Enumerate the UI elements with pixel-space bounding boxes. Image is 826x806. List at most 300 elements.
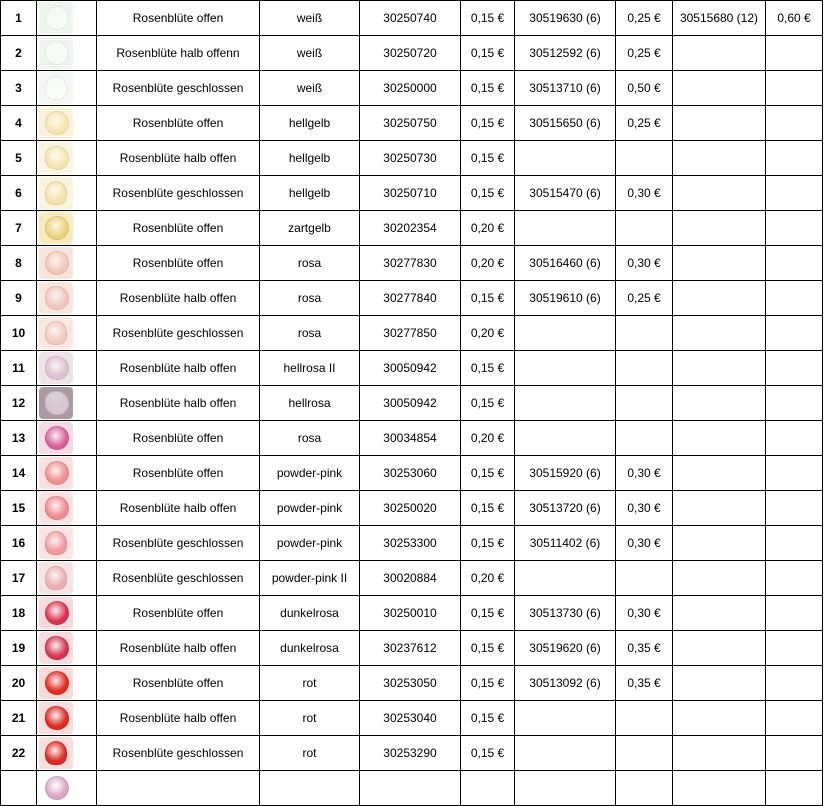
product-color bbox=[260, 631, 360, 666]
rose-icon bbox=[45, 321, 67, 345]
row-number bbox=[1, 456, 37, 491]
big-pack-article-number bbox=[673, 596, 766, 631]
rose-icon bbox=[45, 76, 67, 100]
big-pack-article-number bbox=[673, 106, 766, 141]
row-number bbox=[1, 771, 37, 806]
pack-article-number-text: 30516460 (6) bbox=[529, 256, 601, 270]
unit-price bbox=[461, 666, 515, 701]
rose-thumbnail bbox=[37, 36, 97, 71]
article-number bbox=[360, 561, 461, 596]
article-number bbox=[360, 106, 461, 141]
product-color-text: rot bbox=[302, 676, 317, 690]
pack-article-number bbox=[515, 246, 616, 281]
row-number bbox=[1, 631, 37, 666]
article-number bbox=[360, 141, 461, 176]
table-row bbox=[1, 421, 823, 456]
big-pack-article-number bbox=[673, 246, 766, 281]
row-number bbox=[1, 246, 37, 281]
rose-image bbox=[39, 282, 73, 314]
product-color bbox=[260, 701, 360, 736]
pack-price-text: 0,30 € bbox=[627, 186, 661, 200]
pack-article-number bbox=[515, 666, 616, 701]
product-color-text: weiß bbox=[296, 81, 323, 95]
product-color bbox=[260, 1, 360, 36]
product-name bbox=[97, 456, 260, 491]
row-number bbox=[1, 561, 37, 596]
article-number-text: 30237612 bbox=[383, 641, 437, 655]
row-number bbox=[1, 351, 37, 386]
table-row bbox=[1, 106, 823, 141]
product-name bbox=[97, 666, 260, 701]
product-color bbox=[260, 36, 360, 71]
rose-icon bbox=[45, 566, 67, 590]
pack-article-number bbox=[515, 36, 616, 71]
pack-article-number bbox=[515, 211, 616, 246]
pack-price bbox=[616, 281, 673, 316]
row-number-text: 14 bbox=[11, 466, 26, 480]
unit-price-text: 0,15 € bbox=[470, 46, 505, 60]
table-row bbox=[1, 176, 823, 211]
product-name-text: Rosenblüte halb offen bbox=[119, 151, 237, 165]
big-pack-article-number bbox=[673, 456, 766, 491]
table-row bbox=[1, 1, 823, 36]
product-color-text: powder-pink bbox=[276, 501, 343, 515]
article-number-text: 30253060 bbox=[383, 466, 437, 480]
article-number bbox=[360, 386, 461, 421]
rose-image bbox=[39, 142, 73, 174]
article-number bbox=[360, 631, 461, 666]
pack-article-number bbox=[515, 176, 616, 211]
article-number-text: 30253300 bbox=[383, 536, 437, 550]
rose-image bbox=[39, 457, 73, 489]
rose-image bbox=[39, 37, 73, 69]
rose-thumbnail bbox=[37, 141, 97, 176]
row-number bbox=[1, 1, 37, 36]
unit-price-text: 0,15 € bbox=[470, 151, 505, 165]
product-name-text: Rosenblüte offen bbox=[132, 116, 224, 130]
table-row bbox=[1, 71, 823, 106]
big-pack-price-text: 0,60 € bbox=[777, 11, 811, 25]
pack-price bbox=[616, 771, 673, 806]
table-row bbox=[1, 771, 823, 806]
rose-thumbnail bbox=[37, 176, 97, 211]
row-number bbox=[1, 736, 37, 771]
rose-icon bbox=[45, 741, 67, 765]
unit-price bbox=[461, 386, 515, 421]
table-row bbox=[1, 631, 823, 666]
unit-price-text: 0,15 € bbox=[470, 186, 505, 200]
product-color bbox=[260, 246, 360, 281]
article-number bbox=[360, 421, 461, 456]
rose-thumbnail bbox=[37, 316, 97, 351]
row-number bbox=[1, 176, 37, 211]
pack-article-number bbox=[515, 351, 616, 386]
rose-image bbox=[39, 562, 73, 594]
pack-article-number bbox=[515, 141, 616, 176]
rose-icon bbox=[45, 601, 69, 625]
rose-icon bbox=[45, 6, 69, 30]
pack-article-number-text: 30513720 (6) bbox=[529, 501, 601, 515]
unit-price bbox=[461, 631, 515, 666]
product-name bbox=[97, 491, 260, 526]
row-number-text: 10 bbox=[11, 326, 26, 340]
big-pack-article-number bbox=[673, 316, 766, 351]
product-name-text: Rosenblüte geschlossen bbox=[112, 536, 244, 550]
product-color-text: dunkelrosa bbox=[280, 606, 339, 620]
big-pack-article-number bbox=[673, 211, 766, 246]
product-color bbox=[260, 71, 360, 106]
big-pack-price bbox=[766, 211, 823, 246]
big-pack-price bbox=[766, 106, 823, 141]
pack-article-number bbox=[515, 701, 616, 736]
rose-thumbnail bbox=[37, 701, 97, 736]
rose-icon bbox=[45, 531, 67, 555]
row-number-text: 22 bbox=[11, 746, 26, 760]
row-number-text: 18 bbox=[11, 606, 26, 620]
product-name-text: Rosenblüte geschlossen bbox=[112, 326, 244, 340]
pack-article-number bbox=[515, 596, 616, 631]
row-number bbox=[1, 36, 37, 71]
row-number-text: 15 bbox=[11, 501, 26, 515]
product-name-text: Rosenblüte halb offenn bbox=[116, 46, 240, 60]
article-number-text: 30277840 bbox=[383, 291, 437, 305]
product-name-text: Rosenblüte geschlossen bbox=[112, 746, 244, 760]
rose-thumbnail bbox=[37, 351, 97, 386]
unit-price-text: 0,20 € bbox=[470, 431, 505, 445]
big-pack-price bbox=[766, 596, 823, 631]
pack-price bbox=[616, 71, 673, 106]
product-color-text: hellrosa II bbox=[283, 361, 336, 375]
table-row bbox=[1, 316, 823, 351]
product-name bbox=[97, 176, 260, 211]
article-number bbox=[360, 211, 461, 246]
product-name-text: Rosenblüte offen bbox=[132, 606, 224, 620]
pack-price-text: 0,50 € bbox=[627, 81, 661, 95]
article-number-text: 30253040 bbox=[383, 711, 437, 725]
article-number-text: 30250020 bbox=[383, 501, 437, 515]
pack-article-number-text: 30512592 (6) bbox=[529, 46, 601, 60]
rose-thumbnail bbox=[37, 771, 97, 806]
row-number-text: 13 bbox=[11, 431, 26, 445]
big-pack-price bbox=[766, 386, 823, 421]
product-name bbox=[97, 246, 260, 281]
big-pack-article-number bbox=[673, 526, 766, 561]
pack-price bbox=[616, 701, 673, 736]
rose-thumbnail bbox=[37, 491, 97, 526]
article-number bbox=[360, 316, 461, 351]
rose-image bbox=[39, 317, 73, 349]
rose-icon bbox=[45, 286, 69, 310]
rose-thumbnail bbox=[37, 631, 97, 666]
pack-article-number bbox=[515, 736, 616, 771]
product-name bbox=[97, 631, 260, 666]
unit-price bbox=[461, 421, 515, 456]
product-color bbox=[260, 316, 360, 351]
pack-price-text: 0,25 € bbox=[627, 291, 661, 305]
pack-price bbox=[616, 631, 673, 666]
row-number bbox=[1, 596, 37, 631]
row-number-text: 7 bbox=[15, 221, 22, 235]
rose-thumbnail bbox=[37, 736, 97, 771]
unit-price-text: 0,15 € bbox=[470, 116, 505, 130]
article-number-text: 30050942 bbox=[383, 396, 437, 410]
rose-image bbox=[39, 247, 73, 279]
product-color bbox=[260, 106, 360, 141]
unit-price bbox=[461, 736, 515, 771]
product-color-text: hellgelb bbox=[288, 186, 331, 200]
row-number bbox=[1, 316, 37, 351]
row-number bbox=[1, 386, 37, 421]
unit-price bbox=[461, 211, 515, 246]
article-number-text: 30250710 bbox=[383, 186, 437, 200]
pack-price bbox=[616, 456, 673, 491]
unit-price bbox=[461, 561, 515, 596]
rose-image bbox=[39, 212, 73, 244]
rose-icon bbox=[45, 216, 69, 240]
row-number-text: 3 bbox=[15, 81, 22, 95]
row-number bbox=[1, 141, 37, 176]
unit-price-text: 0,15 € bbox=[470, 606, 505, 620]
product-color bbox=[260, 386, 360, 421]
big-pack-price bbox=[766, 421, 823, 456]
rose-image bbox=[39, 72, 73, 104]
unit-price-text: 0,20 € bbox=[470, 256, 505, 270]
product-color-text: rosa bbox=[297, 256, 322, 270]
pack-article-number bbox=[515, 316, 616, 351]
unit-price-text: 0,20 € bbox=[470, 221, 505, 235]
pack-article-number-text: 30513092 (6) bbox=[529, 676, 601, 690]
big-pack-price bbox=[766, 526, 823, 561]
pack-price bbox=[616, 211, 673, 246]
big-pack-price bbox=[766, 491, 823, 526]
product-color bbox=[260, 596, 360, 631]
unit-price-text: 0,15 € bbox=[470, 711, 505, 725]
pack-article-number bbox=[515, 1, 616, 36]
product-name bbox=[97, 596, 260, 631]
table-body bbox=[1, 1, 823, 806]
big-pack-article-number bbox=[673, 386, 766, 421]
product-name bbox=[97, 771, 260, 806]
article-number bbox=[360, 771, 461, 806]
article-number-text: 30034854 bbox=[383, 431, 437, 445]
pack-article-number bbox=[515, 456, 616, 491]
rose-image bbox=[39, 632, 73, 664]
row-number-text: 6 bbox=[15, 186, 22, 200]
article-number bbox=[360, 351, 461, 386]
unit-price-text: 0,15 € bbox=[470, 81, 505, 95]
product-name-text: Rosenblüte halb offen bbox=[119, 291, 237, 305]
rose-image bbox=[39, 422, 73, 454]
table-row bbox=[1, 141, 823, 176]
unit-price bbox=[461, 71, 515, 106]
pack-price bbox=[616, 526, 673, 561]
product-color-text: hellrosa bbox=[288, 396, 331, 410]
row-number-text: 5 bbox=[15, 151, 22, 165]
product-color-text: powder-pink bbox=[276, 536, 343, 550]
rose-icon bbox=[45, 181, 67, 205]
product-name-text: Rosenblüte offen bbox=[132, 221, 224, 235]
unit-price-text: 0,15 € bbox=[470, 536, 505, 550]
product-color bbox=[260, 176, 360, 211]
article-number-text: 30250720 bbox=[383, 46, 437, 60]
rose-thumbnail bbox=[37, 596, 97, 631]
pack-article-number-text: 30515650 (6) bbox=[529, 116, 601, 130]
rose-icon bbox=[45, 356, 69, 380]
product-color bbox=[260, 771, 360, 806]
product-color bbox=[260, 211, 360, 246]
unit-price bbox=[461, 176, 515, 211]
rose-thumbnail bbox=[37, 211, 97, 246]
unit-price-text: 0,15 € bbox=[470, 641, 505, 655]
rose-icon bbox=[45, 461, 69, 485]
rose-icon bbox=[45, 111, 69, 135]
row-number-text: 19 bbox=[11, 641, 26, 655]
big-pack-price bbox=[766, 631, 823, 666]
pack-price bbox=[616, 316, 673, 351]
product-color bbox=[260, 456, 360, 491]
article-number-text: 30202354 bbox=[383, 221, 437, 235]
article-number-text: 30250750 bbox=[383, 116, 437, 130]
row-number bbox=[1, 106, 37, 141]
article-number-text: 30250010 bbox=[383, 606, 437, 620]
row-number bbox=[1, 71, 37, 106]
rose-image bbox=[39, 772, 73, 804]
product-name-text: Rosenblüte geschlossen bbox=[112, 81, 244, 95]
product-color bbox=[260, 491, 360, 526]
unit-price-text: 0,15 € bbox=[470, 361, 505, 375]
product-color bbox=[260, 666, 360, 701]
rose-icon bbox=[45, 391, 69, 415]
product-color bbox=[260, 736, 360, 771]
pack-article-number bbox=[515, 281, 616, 316]
product-name bbox=[97, 736, 260, 771]
row-number bbox=[1, 526, 37, 561]
unit-price-text: 0,15 € bbox=[470, 396, 505, 410]
product-name bbox=[97, 526, 260, 561]
table-row bbox=[1, 561, 823, 596]
pack-price-text: 0,25 € bbox=[627, 11, 661, 25]
pack-price bbox=[616, 421, 673, 456]
product-name-text: Rosenblüte offen bbox=[132, 466, 224, 480]
rose-image bbox=[39, 492, 73, 524]
rose-image bbox=[39, 2, 73, 34]
pack-price bbox=[616, 176, 673, 211]
product-color-text: rosa bbox=[297, 431, 322, 445]
article-number bbox=[360, 666, 461, 701]
product-name bbox=[97, 36, 260, 71]
rose-image bbox=[39, 177, 73, 209]
row-number-text: 1 bbox=[15, 11, 22, 25]
big-pack-price bbox=[766, 141, 823, 176]
unit-price bbox=[461, 141, 515, 176]
product-name-text: Rosenblüte geschlossen bbox=[112, 571, 244, 585]
article-number-text: 30020884 bbox=[383, 571, 437, 585]
article-number bbox=[360, 701, 461, 736]
big-pack-price bbox=[766, 701, 823, 736]
unit-price bbox=[461, 771, 515, 806]
unit-price-text: 0,15 € bbox=[470, 676, 505, 690]
big-pack-article-number bbox=[673, 701, 766, 736]
rose-image bbox=[39, 667, 73, 699]
product-color-text: rosa bbox=[297, 291, 322, 305]
unit-price bbox=[461, 316, 515, 351]
big-pack-article-number bbox=[673, 631, 766, 666]
product-color bbox=[260, 561, 360, 596]
unit-price bbox=[461, 491, 515, 526]
big-pack-article-number bbox=[673, 666, 766, 701]
product-color bbox=[260, 421, 360, 456]
pack-price bbox=[616, 491, 673, 526]
rose-image bbox=[39, 737, 73, 769]
article-number-text: 30253050 bbox=[383, 676, 437, 690]
pack-article-number-text: 30519620 (6) bbox=[529, 641, 601, 655]
pack-article-number bbox=[515, 421, 616, 456]
big-pack-price bbox=[766, 771, 823, 806]
product-name-text: Rosenblüte offen bbox=[132, 11, 224, 25]
pack-article-number bbox=[515, 631, 616, 666]
rose-icon bbox=[45, 41, 69, 65]
big-pack-article-number bbox=[673, 491, 766, 526]
product-color bbox=[260, 526, 360, 561]
row-number bbox=[1, 666, 37, 701]
big-pack-price bbox=[766, 176, 823, 211]
unit-price-text: 0,15 € bbox=[470, 466, 505, 480]
product-name-text: Rosenblüte halb offen bbox=[119, 396, 237, 410]
rose-thumbnail bbox=[37, 386, 97, 421]
big-pack-price bbox=[766, 316, 823, 351]
pack-price bbox=[616, 666, 673, 701]
pack-article-number bbox=[515, 71, 616, 106]
article-number-text: 30277830 bbox=[383, 256, 437, 270]
product-name-text: Rosenblüte offen bbox=[132, 676, 224, 690]
article-number bbox=[360, 176, 461, 211]
row-number bbox=[1, 281, 37, 316]
big-pack-price bbox=[766, 36, 823, 71]
rose-icon bbox=[45, 426, 69, 450]
pack-price-text: 0,30 € bbox=[627, 256, 661, 270]
article-number-text: 30050942 bbox=[383, 361, 437, 375]
product-name bbox=[97, 386, 260, 421]
pack-article-number bbox=[515, 561, 616, 596]
big-pack-article-number bbox=[673, 176, 766, 211]
article-number bbox=[360, 596, 461, 631]
pack-price-text: 0,35 € bbox=[627, 641, 661, 655]
big-pack-article-number bbox=[673, 141, 766, 176]
product-color-text: powder-pink II bbox=[271, 571, 348, 585]
big-pack-price bbox=[766, 1, 823, 36]
product-name bbox=[97, 561, 260, 596]
pack-price-text: 0,30 € bbox=[627, 466, 661, 480]
rose-thumbnail bbox=[37, 561, 97, 596]
row-number bbox=[1, 421, 37, 456]
rose-thumbnail bbox=[37, 246, 97, 281]
pack-price bbox=[616, 386, 673, 421]
unit-price bbox=[461, 596, 515, 631]
article-number bbox=[360, 456, 461, 491]
rose-icon bbox=[45, 671, 69, 695]
product-name bbox=[97, 1, 260, 36]
product-name bbox=[97, 701, 260, 736]
product-name bbox=[97, 421, 260, 456]
big-pack-article-number bbox=[673, 71, 766, 106]
pack-price bbox=[616, 1, 673, 36]
big-pack-article-number bbox=[673, 561, 766, 596]
unit-price bbox=[461, 1, 515, 36]
table-row bbox=[1, 246, 823, 281]
product-name-text: Rosenblüte geschlossen bbox=[112, 186, 244, 200]
pack-article-number-text: 30513710 (6) bbox=[529, 81, 601, 95]
pack-price bbox=[616, 736, 673, 771]
